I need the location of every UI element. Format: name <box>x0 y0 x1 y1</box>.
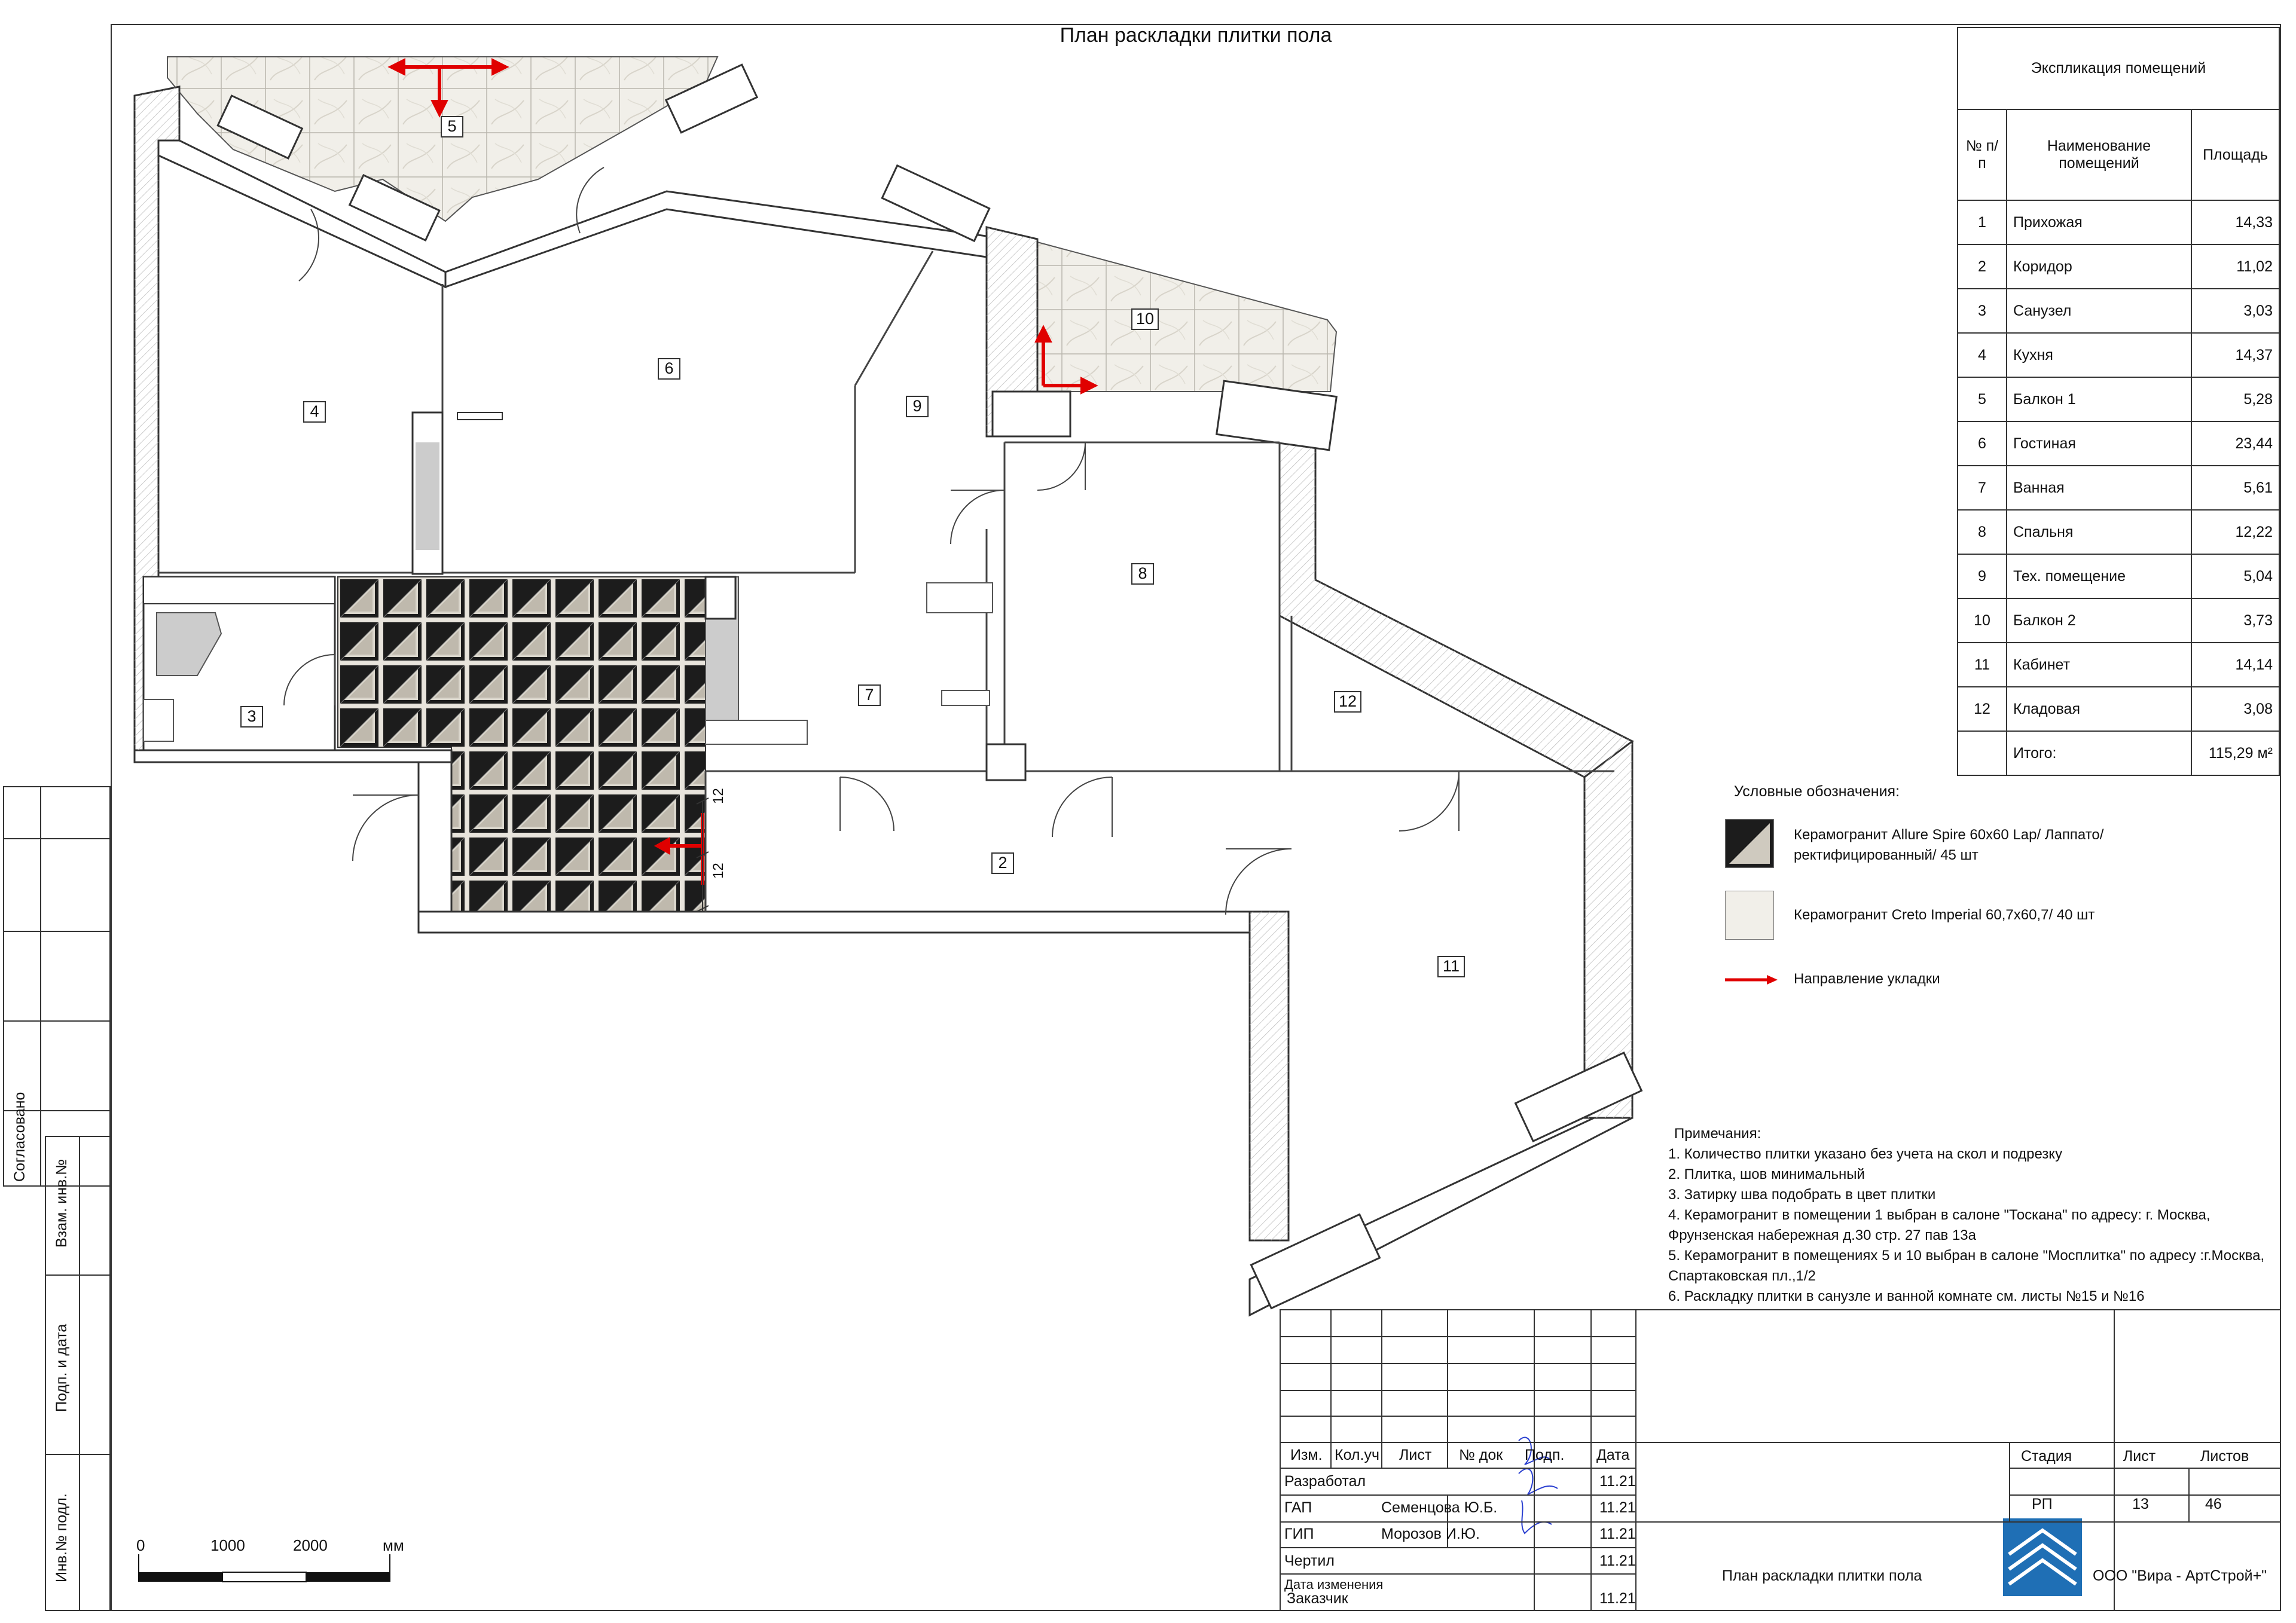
room-label-10: 10 <box>1135 310 1155 328</box>
scale-label: 1000 <box>210 1536 245 1554</box>
legend-title: Условные обозначения: <box>1734 783 1900 800</box>
table-row: 6 Гостиная 23,44 <box>1958 421 2279 466</box>
room-label-5: 5 <box>447 117 457 135</box>
room-label-12: 12 <box>1338 692 1357 710</box>
scale-unit: мм <box>383 1536 404 1554</box>
drawing-title: План раскладки плитки пола <box>1060 24 1332 47</box>
notes: Примечания: 1. Количество плитки указано без учета на скол и подрезку 2. Плитка, шов минимальный 3. Затирку шва подобрать в цвет плитки 4. Керамогранит в помещении 1 выбран в салоне "Тоскана" по адресу: г. Москва, Фрунзенская набережная д.30 стр. 27 пав 13а 5. Керамогранит в помещениях 5 и 10 выбран в салоне "Мосплитка" по адресу :г.Москва, Спартаковская пл.,1/2 6. Раскладку плитки в санузле и ванной комнате см. листы №15 и №16 <box>1668 1126 2265 1304</box>
table-row: 9 Тех. помещение 5,04 <box>1958 554 2279 598</box>
room-label-4: 4 <box>310 402 319 420</box>
company-name: ООО "Вира - АртСтрой+" <box>2093 1567 2267 1584</box>
doc-title: План раскладки плитки пола <box>1722 1567 1922 1584</box>
table-row: 10 Балкон 2 3,73 <box>1958 598 2279 643</box>
side-block-agreed: Согласовано <box>3 786 111 1187</box>
col-header: Площадь <box>2191 109 2279 200</box>
legend-item-dark-tile: Керамогранит Allure Spire 60х60 Lap/ Лаппато/ ректифицированный/ 45 шт <box>1725 819 2144 873</box>
legend-item-light-tile: Керамогранит Creto Imperial 60,7х60,7/ 40 шт <box>1725 891 2144 945</box>
table-row: 1 Прихожая 14,33 <box>1958 200 2279 244</box>
room-label-3: 3 <box>247 707 257 725</box>
room-label-8: 8 <box>1138 564 1147 582</box>
table-row: 7 Ванная 5,61 <box>1958 466 2279 510</box>
side-block-inv: Взам. инв.№ Подп. и дата Инв.№ подл. <box>45 1136 111 1611</box>
table-row: 11 Кабинет 14,14 <box>1958 643 2279 687</box>
room-label-2: 2 <box>998 854 1007 872</box>
arrow-right-icon <box>1725 974 1779 986</box>
table-row: 3 Санузел 3,03 <box>1958 289 2279 333</box>
room-label-6: 6 <box>664 359 674 377</box>
hallway-tiles <box>338 577 706 915</box>
light-tile-swatch <box>1725 891 1774 940</box>
scale-bar <box>139 1554 390 1582</box>
room-label-9: 9 <box>912 397 922 415</box>
table-row: 12 Кладовая 3,08 <box>1958 687 2279 731</box>
table-row: 8 Спальня 12,22 <box>1958 510 2279 554</box>
explication-table <box>1957 27 2280 776</box>
legend-item-arrow: Направление укладки <box>1725 965 2144 995</box>
scale-label: 0 <box>136 1536 145 1554</box>
dark-tile-swatch <box>1725 819 1774 868</box>
explication-title: Экспликация помещений <box>1958 27 2279 109</box>
col-header: Наименование помещений <box>2007 109 2191 200</box>
table-row: 5 Балкон 1 5,28 <box>1958 377 2279 421</box>
room-label-11: 11 <box>1442 957 1460 975</box>
table-row: 4 Кухня 14,37 <box>1958 333 2279 377</box>
scale-label: 2000 <box>293 1536 328 1554</box>
dim-label: 12 <box>710 788 726 804</box>
room-label-7: 7 <box>865 686 874 704</box>
table-total-row: Итого: 115,29 м² <box>1958 731 2279 775</box>
col-header: № п/п <box>1958 109 2007 200</box>
dim-label: 12 <box>710 863 726 879</box>
balcony-2-tiles <box>1037 242 1336 392</box>
title-block: Изм. Кол.уч Лист № док Подп. Дата Разработал 11.21 ГАП Семенцова Ю.Б. 11.21 ГИП Морозов И.Ю. 11.21 Чертил 11.21 Дата изменения Заказчик 11.21 Стадия Лист Листов РП 13 46 План раскладки плитки пола ООО "Вира - АртСтрой+" <box>1280 1309 2281 1611</box>
table-row: 2 Коридор 11,02 <box>1958 244 2279 289</box>
